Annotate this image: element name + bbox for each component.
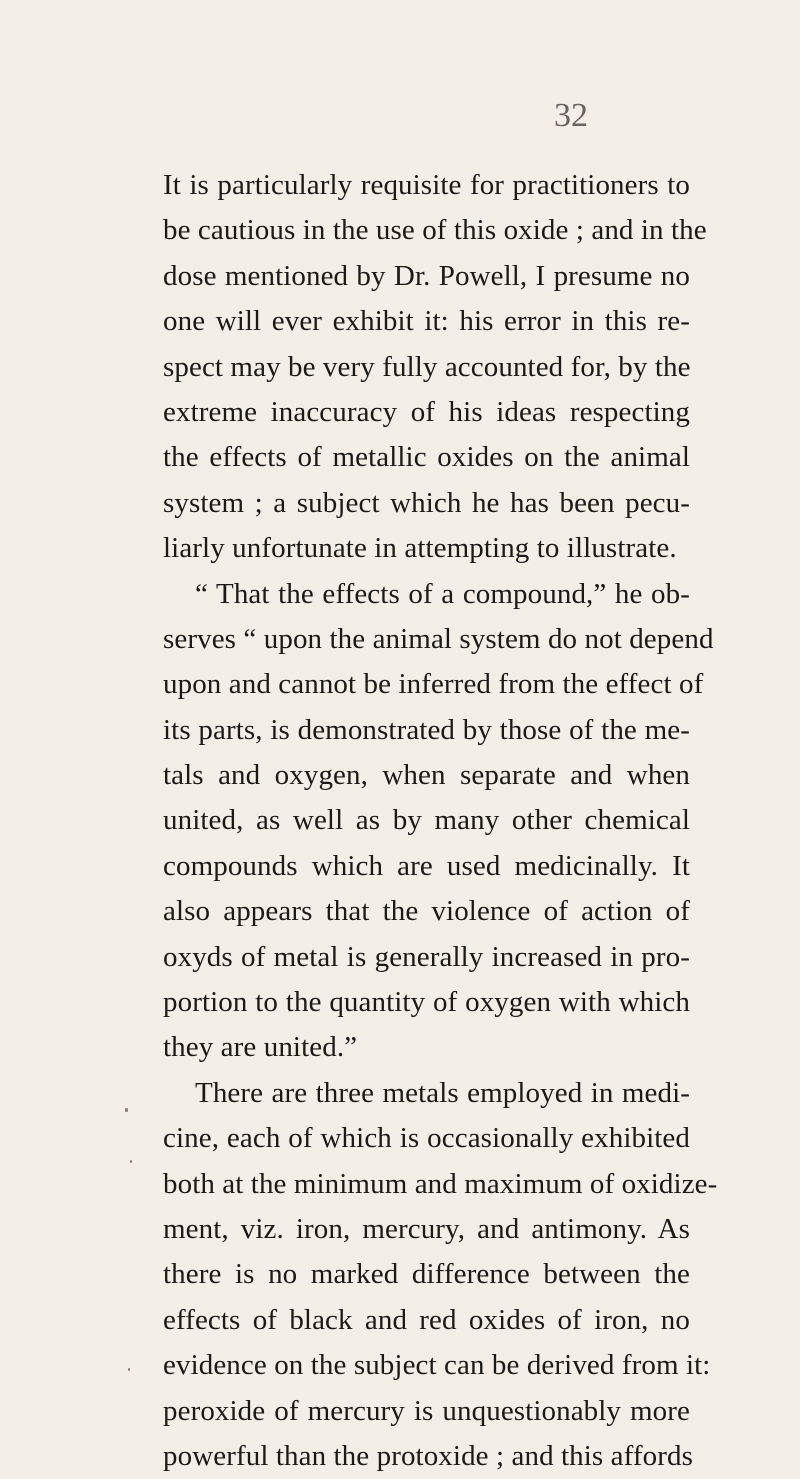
text-line: upon and cannot be inferred from the effect of bbox=[163, 668, 704, 701]
text-line: powerful than the protoxide ; and this affords bbox=[163, 1439, 693, 1472]
text-line: ment, viz. iron, mercury, and antimony. As bbox=[163, 1212, 690, 1245]
text-line: united, as well as by many other chemical bbox=[163, 804, 690, 837]
text-line: extreme inaccuracy of his ideas respecting bbox=[163, 395, 690, 428]
text-line: both at the minimum and maximum of oxidize- bbox=[163, 1167, 718, 1200]
paper-speck bbox=[130, 1160, 132, 1163]
text-line: liarly unfortunate in attempting to illustrate. bbox=[163, 532, 677, 565]
text-line: the effects of metallic oxides on the animal bbox=[163, 441, 690, 474]
text-line: portion to the quantity of oxygen with which bbox=[163, 986, 690, 1019]
page-number: 32 bbox=[554, 97, 588, 134]
text-line: effects of black and red oxides of iron, no bbox=[163, 1303, 690, 1336]
text-line: its parts, is demonstrated by those of the me- bbox=[163, 713, 690, 746]
text-line: they are united.” bbox=[163, 1031, 358, 1064]
text-line: It is particularly requisite for practitioners to bbox=[163, 169, 690, 201]
text-line: there is no marked difference between the bbox=[163, 1258, 690, 1291]
text-line: also appears that the violence of action of bbox=[163, 895, 690, 928]
text-line: There are three metals employed in medi- bbox=[195, 1076, 690, 1109]
text-line: tals and oxygen, when separate and when bbox=[163, 759, 690, 792]
text-line: one will ever exhibit it: his error in this re- bbox=[163, 305, 690, 338]
text-line: evidence on the subject can be derived from it: bbox=[163, 1349, 711, 1382]
text-line: dose mentioned by Dr. Powell, I presume no bbox=[163, 259, 690, 292]
paper-speck bbox=[125, 1108, 128, 1112]
text-line: system ; a subject which he has been pecu- bbox=[163, 486, 690, 519]
text-line: spect may be very fully accounted for, by the bbox=[163, 350, 691, 383]
body-text bbox=[163, 163, 718, 1479]
text-line: serves “ upon the animal system do not depend bbox=[163, 622, 714, 655]
text-line: be cautious in the use of this oxide ; and in the bbox=[163, 214, 707, 247]
paper-speck bbox=[128, 1368, 130, 1371]
text-line: cine, each of which is occasionally exhibited bbox=[163, 1122, 690, 1155]
text-line: peroxide of mercury is unquestionably more bbox=[163, 1394, 690, 1427]
text-line: compounds which are used medicinally. It bbox=[163, 849, 690, 882]
text-line: oxyds of metal is generally increased in pro- bbox=[163, 940, 690, 973]
text-line: “ That the effects of a compound,” he ob- bbox=[195, 577, 690, 610]
